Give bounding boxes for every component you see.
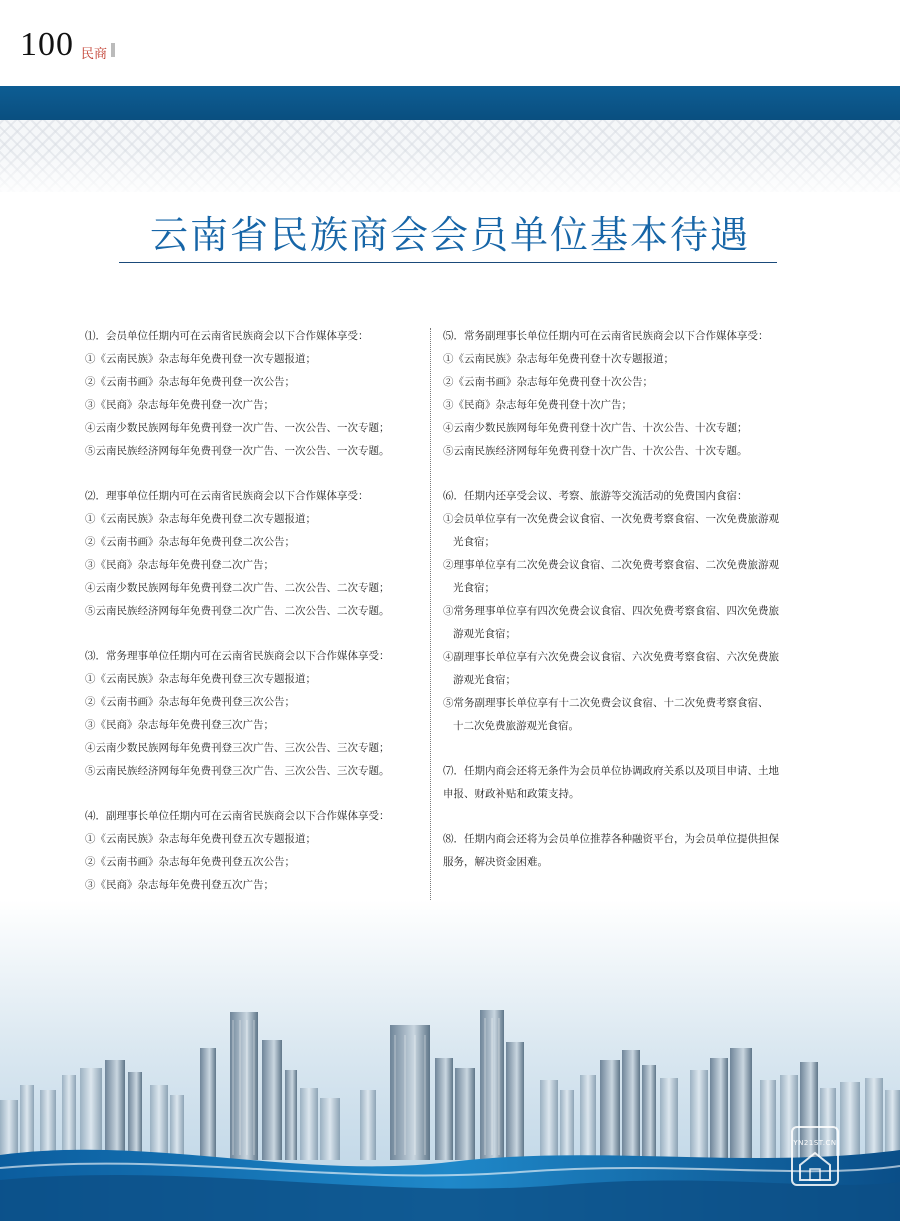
list-item: ②《云南书画》杂志每年免费刊登三次公告； <box>85 696 295 708</box>
list-item: ②《云南书画》杂志每年免费刊登五次公告； <box>85 856 295 868</box>
list-item: ④云南少数民族网每年免费刊登三次广告、三次公告、三次专题； <box>85 742 390 754</box>
list-item: ②《云南书画》杂志每年免费刊登一次公告； <box>85 376 295 388</box>
blue-banner-band <box>0 86 900 120</box>
pattern-fade <box>0 150 900 200</box>
list-item: ⑤云南民族经济网每年免费刊登一次广告、一次公告、一次专题。 <box>85 445 390 457</box>
paragraph-line: ⑺．任期内商会还将无条件为会员单位协调政府关系以及项目申请、土地 <box>443 765 779 777</box>
list-item: ①会员单位享有一次免费会议食宿、一次免费考察食宿、一次免费旅游观 <box>443 513 779 525</box>
list-item: ③《民商》杂志每年免费刊登三次广告； <box>85 719 274 731</box>
watermark-text: YN21ST.CN <box>793 1139 837 1147</box>
benefit-block-8 <box>443 828 823 874</box>
list-item: ⑤常务副理事长单位享有十二次免费会议食宿、十二次免费考察食宿、 <box>443 697 769 709</box>
benefit-block-3 <box>85 645 420 783</box>
list-item: ④云南少数民族网每年免费刊登二次广告、二次公告、二次专题； <box>85 582 390 594</box>
list-item: ③《民商》杂志每年免费刊登五次广告； <box>85 879 274 891</box>
page-title: 云南省民族商会会员单位基本待遇 <box>149 213 750 257</box>
list-item: ③常务理事单位享有四次免费会议食宿、四次免费考察食宿、四次免费旅 <box>443 605 779 617</box>
left-column <box>85 325 420 965</box>
section-marker <box>111 43 115 57</box>
list-item: ④副理事长单位享有六次免费会议食宿、六次免费考察食宿、六次免费旅 <box>443 651 779 663</box>
right-column <box>443 325 823 941</box>
list-item: ④云南少数民族网每年免费刊登一次广告、一次公告、一次专题； <box>85 422 390 434</box>
list-item: ⑤云南民族经济网每年免费刊登二次广告、二次公告、二次专题。 <box>85 605 390 617</box>
list-item: ①《云南民族》杂志每年免费刊登一次专题报道； <box>85 353 316 365</box>
list-item: ③《民商》杂志每年免费刊登一次广告； <box>85 399 274 411</box>
benefit-block-5 <box>443 325 823 463</box>
block-heading: ⑴．会员单位任期内可在云南省民族商会以下合作媒体享受： <box>85 330 369 342</box>
list-item: ①《云南民族》杂志每年免费刊登二次专题报道； <box>85 513 316 525</box>
block-heading: ⑵．理事单位任期内可在云南省民族商会以下合作媒体享受： <box>85 490 369 502</box>
paragraph-line: ⑻．任期内商会还将为会员单位推荐各种融资平台，为会员单位提供担保 <box>443 833 779 845</box>
list-item-continuation: 十二次免费旅游观光食宿。 <box>453 720 579 732</box>
list-item: ③《民商》杂志每年免费刊登二次广告； <box>85 559 274 571</box>
page-header <box>0 0 900 85</box>
benefit-block-7 <box>443 760 823 806</box>
city-skyline-image <box>0 900 900 1221</box>
list-item: ②理事单位享有二次免费会议食宿、二次免费考察食宿、二次免费旅游观 <box>443 559 779 571</box>
list-item: ①《云南民族》杂志每年免费刊登三次专题报道； <box>85 673 316 685</box>
block-heading: ⑶．常务理事单位任期内可在云南省民族商会以下合作媒体享受： <box>85 650 390 662</box>
list-item: ⑤云南民族经济网每年免费刊登三次广告、三次公告、三次专题。 <box>85 765 390 777</box>
list-item: ④云南少数民族网每年免费刊登十次广告、十次公告、十次专题； <box>443 422 748 434</box>
list-item: ①《云南民族》杂志每年免费刊登十次专题报道； <box>443 353 674 365</box>
column-divider <box>430 328 431 940</box>
benefit-block-1 <box>85 325 420 463</box>
block-heading: ⑸．常务副理事长单位任期内可在云南省民族商会以下合作媒体享受： <box>443 330 769 342</box>
page-number: 100 <box>20 26 74 63</box>
list-item: ③《民商》杂志每年免费刊登十次广告； <box>443 399 632 411</box>
block-heading: ⑷．副理事长单位任期内可在云南省民族商会以下合作媒体享受： <box>85 810 390 822</box>
section-name: 民商 <box>81 47 108 62</box>
list-item-continuation: 光食宿； <box>453 536 495 548</box>
list-item: ⑤云南民族经济网每年免费刊登十次广告、十次公告、十次专题。 <box>443 445 748 457</box>
watermark-logo <box>790 1125 840 1187</box>
paragraph-line: 服务，解决资金困难。 <box>443 856 548 868</box>
list-item-continuation: 游观光食宿； <box>453 628 516 640</box>
block-heading: ⑹．任期内还享受会议、考察、旅游等交流活动的免费国内食宿： <box>443 490 748 502</box>
benefit-block-6 <box>443 485 823 738</box>
title-underline <box>119 262 777 263</box>
list-item-continuation: 光食宿； <box>453 582 495 594</box>
list-item-continuation: 游观光食宿； <box>453 674 516 686</box>
list-item: ②《云南书画》杂志每年免费刊登十次公告； <box>443 376 653 388</box>
paragraph-line: 申报、财政补贴和政策支持。 <box>443 788 580 800</box>
benefit-block-2 <box>85 485 420 623</box>
list-item: ②《云南书画》杂志每年免费刊登二次公告； <box>85 536 295 548</box>
house-icon <box>790 1125 840 1187</box>
list-item: ①《云南民族》杂志每年免费刊登五次专题报道； <box>85 833 316 845</box>
